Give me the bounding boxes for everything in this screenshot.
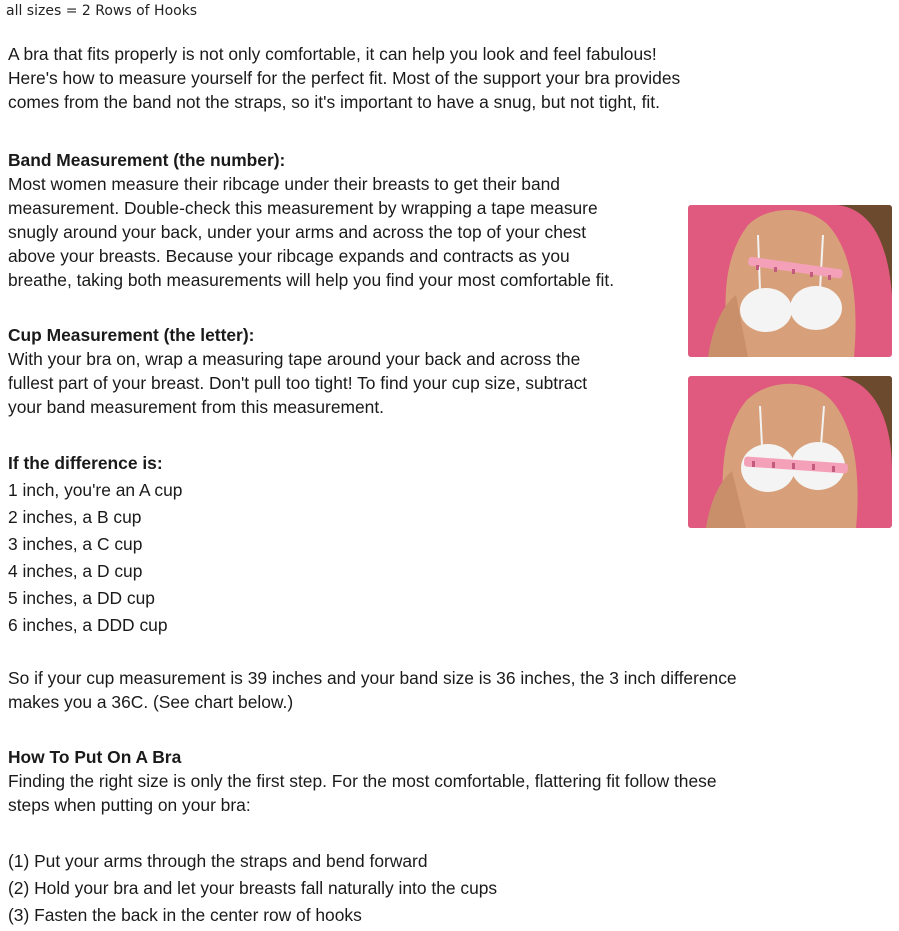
example-line: makes you a 36C. (See chart below.)	[8, 692, 294, 712]
howto-heading: How To Put On A Bra	[8, 747, 182, 767]
band-line: Most women measure their ribcage under their breasts to get their band	[8, 174, 560, 194]
cup-line: fullest part of your breast. Don't pull too tight! To find your cup size, subtract	[8, 373, 588, 393]
cup-measurement-photo	[688, 376, 892, 528]
band-section	[8, 148, 614, 292]
example-line: So if your cup measurement is 39 inches and your band size is 36 inches, the 3 inch difference	[8, 668, 737, 688]
intro-line: A bra that fits properly is not only comfortable, it can help you look and feel fabulous!	[8, 44, 657, 64]
cup-size-item: 5 inches, a DD cup	[8, 588, 155, 608]
example-paragraph	[8, 666, 737, 714]
band-line: measurement. Double-check this measurement by wrapping a tape measure	[8, 198, 598, 218]
step-item: (1) Put your arms through the straps and bend forward	[8, 851, 428, 871]
intro-line: comes from the band not the straps, so it's important to have a snug, but not tight, fit.	[8, 92, 660, 112]
howto-line: Finding the right size is only the first step. For the most comfortable, flattering fit follow these	[8, 771, 717, 791]
cup-section	[8, 323, 587, 419]
cup-size-item: 3 inches, a C cup	[8, 534, 143, 554]
intro-line: Here's how to measure yourself for the perfect fit. Most of the support your bra provides	[8, 68, 681, 88]
cup-size-item: 4 inches, a D cup	[8, 561, 143, 581]
band-measurement-photo	[688, 205, 892, 357]
difference-heading: If the difference is:	[8, 453, 163, 473]
howto-line: steps when putting on your bra:	[8, 795, 251, 815]
band-line: above your breasts. Because your ribcage expands and contracts as you	[8, 246, 570, 266]
intro-paragraph	[8, 42, 680, 114]
howto-section	[8, 745, 717, 817]
cup-line: With your bra on, wrap a measuring tape around your back and across the	[8, 349, 581, 369]
cup-heading: Cup Measurement (the letter):	[8, 325, 255, 345]
steps-list	[8, 848, 497, 929]
hook-size-note: all sizes = 2 Rows of Hooks	[6, 3, 198, 19]
step-item: (2) Hold your bra and let your breasts fall naturally into the cups	[8, 878, 498, 898]
cup-size-item: 2 inches, a B cup	[8, 507, 142, 527]
cup-size-item: 6 inches, a DDD cup	[8, 615, 168, 635]
cup-size-item: 1 inch, you're an A cup	[8, 480, 183, 500]
cup-line: your band measurement from this measurement.	[8, 397, 384, 417]
step-item: (3) Fasten the back in the center row of hooks	[8, 905, 362, 925]
band-line: snugly around your back, under your arms and across the top of your chest	[8, 222, 587, 242]
difference-section	[8, 450, 182, 639]
band-line: breathe, taking both measurements will help you find your most comfortable fit.	[8, 270, 615, 290]
band-heading: Band Measurement (the number):	[8, 150, 286, 170]
